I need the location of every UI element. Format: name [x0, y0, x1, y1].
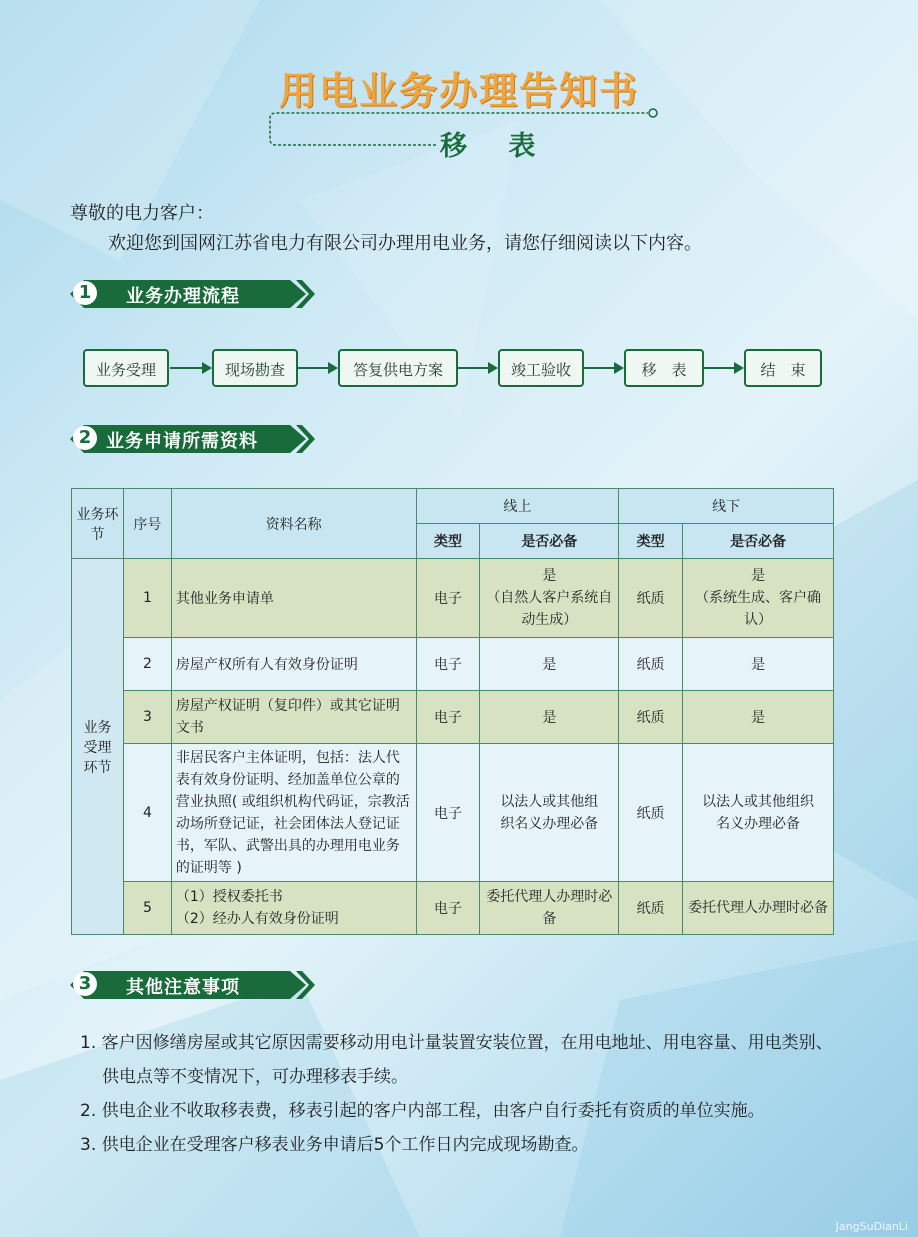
arrow-right-icon	[298, 361, 338, 375]
online-type-cell: 电子	[416, 691, 480, 744]
arrow-right-icon	[458, 361, 498, 375]
arrow-right-icon	[170, 361, 212, 375]
seq-cell: 5	[123, 882, 171, 935]
offline-type-cell: 纸质	[619, 638, 683, 691]
flow-step-accept: 业务受理	[83, 349, 169, 387]
online-required-cell: 是	[480, 638, 619, 691]
online-required-cell: 委托代理人办理时必备	[480, 882, 619, 935]
section-header-3	[70, 970, 315, 1000]
offline-required-cell: 委托代理人办理时必备	[683, 882, 834, 935]
requirements-table	[71, 488, 834, 935]
table-row	[72, 882, 834, 935]
header-offline-required: 是否必备	[683, 524, 834, 559]
online-type-cell: 电子	[416, 559, 480, 638]
header-stage: 业务环节	[72, 489, 124, 559]
notes-list	[80, 1026, 840, 1162]
header-online-required: 是否必备	[480, 524, 619, 559]
offline-type-cell: 纸质	[619, 744, 683, 882]
page-subtitle: 移 表	[440, 131, 552, 162]
offline-type-cell: 纸质	[619, 559, 683, 638]
name-cell: （1）授权委托书 （2）经办人有效身份证明	[171, 882, 416, 935]
name-cell: 房屋产权所有人有效身份证明	[171, 638, 416, 691]
seq-cell: 3	[123, 691, 171, 744]
online-required-cell: 是 （自然人客户系统自动生成）	[480, 559, 619, 638]
section-header-1	[70, 279, 315, 309]
section-number: 3	[73, 972, 97, 996]
section-title: 业务申请所需资料	[106, 431, 258, 452]
note-item: 3. 供电企业在受理客户移表业务申请后5个工作日内完成现场勘查。	[80, 1135, 589, 1155]
arrow-right-icon	[584, 361, 624, 375]
header-online: 线上	[416, 489, 619, 524]
flow-step-survey: 现场勘查	[212, 349, 298, 387]
name-cell: 其他业务申请单	[171, 559, 416, 638]
section-title: 其他注意事项	[126, 977, 240, 998]
note-item: 2. 供电企业不收取移表费，移表引起的客户内部工程，由客户自行委托有资质的单位实施。	[80, 1101, 765, 1121]
seq-cell: 1	[123, 559, 171, 638]
arrow-right-icon	[704, 361, 744, 375]
offline-required-cell: 是	[683, 691, 834, 744]
page-title: 用电业务办理告知书	[278, 69, 639, 113]
intro-text: 欢迎您到国网江苏省电力有限公司办理用电业务，请您仔细阅读以下内容。	[108, 233, 702, 254]
header-name: 资料名称	[171, 489, 416, 559]
flow-step-end: 结 束	[744, 349, 822, 387]
offline-type-cell: 纸质	[619, 691, 683, 744]
section-title: 业务办理流程	[126, 286, 240, 307]
greeting: 尊敬的电力客户：	[70, 203, 214, 224]
offline-required-cell: 是 （系统生成、客户确认）	[683, 559, 834, 638]
offline-type-cell: 纸质	[619, 882, 683, 935]
seq-cell: 2	[123, 638, 171, 691]
online-required-cell: 以法人或其他组织名义办理必备	[480, 744, 619, 882]
section-header-2	[70, 424, 315, 454]
name-cell: 房屋产权证明（复印件）或其它证明文书	[171, 691, 416, 744]
header-offline: 线下	[619, 489, 834, 524]
online-required-cell: 是	[480, 691, 619, 744]
section-number: 2	[73, 426, 97, 450]
offline-required-cell: 以法人或其他组织名义办理必备	[683, 744, 834, 882]
offline-required-cell: 是	[683, 638, 834, 691]
header-offline-type: 类型	[619, 524, 683, 559]
flow-step-plan: 答复供电方案	[338, 349, 458, 387]
header-seq: 序号	[123, 489, 171, 559]
table-row	[72, 638, 834, 691]
header-online-type: 类型	[416, 524, 480, 559]
watermark: JangSuDianLi	[835, 1220, 908, 1233]
table-row	[72, 691, 834, 744]
online-type-cell: 电子	[416, 882, 480, 935]
online-type-cell: 电子	[416, 744, 480, 882]
stage-cell: 业务受理环节	[72, 559, 124, 935]
flow-step-acceptance: 竣工验收	[498, 349, 584, 387]
table-row	[72, 559, 834, 638]
name-cell: 非居民客户主体证明，包括：法人代表有效身份证明、经加盖单位公章的营业执照( 或组织机构代码证，宗教活动场所登记证，社会团体法人登记证书，军队、武警出具的办理用电业务的证明等 )	[171, 744, 416, 882]
table-row	[72, 744, 834, 882]
seq-cell: 4	[123, 744, 171, 882]
online-type-cell: 电子	[416, 638, 480, 691]
note-item: 1. 客户因修缮房屋或其它原因需要移动用电计量装置安装位置，在用电地址、用电容量、用电类别、供电点等不变情况下，可办理移表手续。	[80, 1033, 833, 1087]
section-number: 1	[73, 281, 97, 305]
flow-step-move-meter: 移 表	[624, 349, 704, 387]
